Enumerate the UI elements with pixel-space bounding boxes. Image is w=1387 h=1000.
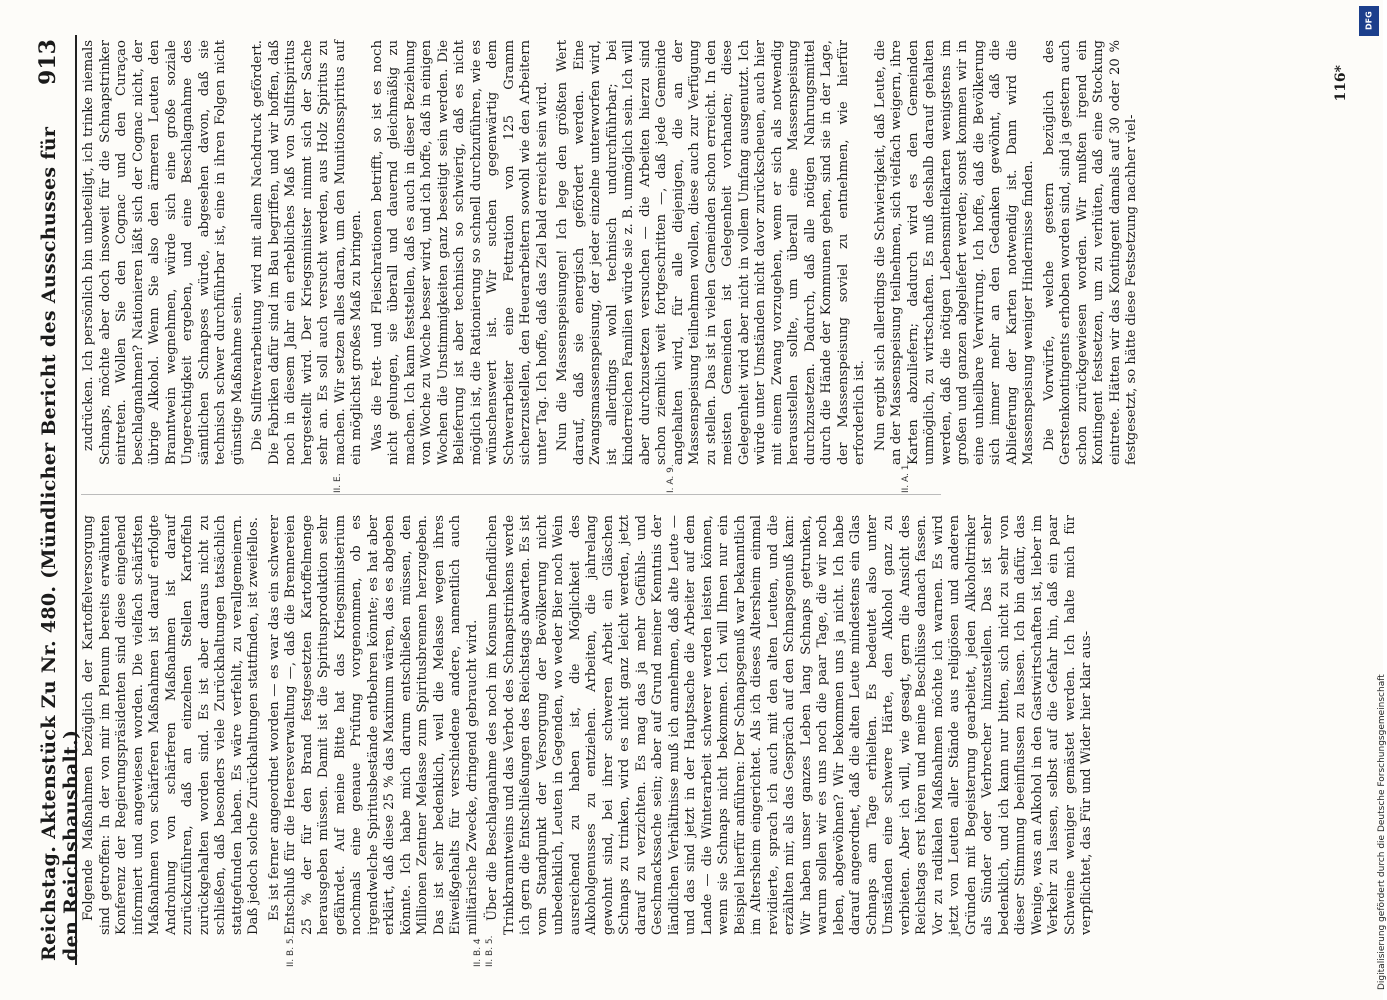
paragraph: Nun ergibt sich allerdings die Schwierigkeit, daß Leute, die an der Massenspeisung teilnehmen, sich vielfach weigern, ihre Karten abzuliefern; dadurch wird es den Gemeinden unmöglich, zu wirtschaften. Es muß deshalb darauf gehalten werden, daß die nötigen Lebensmittelkarten wenigstens im großen und ganzen abgeliefert werden; sonst kommen wir in eine unheilbare Verwirrung. Ich hoffe, daß die Bevölkerung sich immer mehr an den Gedanken gewöhnt, daß die Ablieferung der Karten notwendig ist. Dann wird die Massenspeisung weniger Hindernisse finden. <box>872 40 1036 465</box>
text-columns <box>81 35 1355 965</box>
paragraph: zudrücken. Ich persönlich bin unbeteiligt, ich trinke niemals Schnaps, möchte aber doch insoweit für die Schnapstrinker eintreten. Wollen Sie den Cognac und den Curaçao beschlagnahmen? Nationieren läßt sich der Cognac nicht, der übrige Alkohol. Wenn Sie also den ärmeren Leuten den Branntwein wegnehmen, würde sich eine große soziale Ungerechtigkeit ergeben, und eine Beschlagnahme des sämtlichen Schnapses würde, abgesehen davon, daß sie technisch schwer durchführbar ist, eine in ihren Folgen nicht günstige Maßnahme sein. <box>81 40 245 465</box>
margin-note: II. B. 4 <box>473 938 483 967</box>
page-title: Reichstag. Aktenstück Zu Nr. 480. (Mündlicher Bericht des Ausschusses für den Reichshaushalt.) <box>38 126 82 961</box>
digitization-sidebar <box>1357 0 1387 1000</box>
margin-note: II. B. 5. <box>286 935 296 967</box>
digitization-credit: Digitalisierung gefördert durch die Deutsche Forschungsgemeinschaft <box>1377 674 1387 990</box>
margin-note: II. E. <box>333 473 343 493</box>
dfg-logo: DFG <box>1359 6 1379 36</box>
column-right <box>81 40 1139 465</box>
paragraph: Die Sulfitverarbeitung wird mit allem Nachdruck gefördert. Die Fabriken dafür sind im Bau begriffen, und wir hoffen, daß noch in diesem Jahr ein erhebliches Maß von Sulfitspiritus hergestellt wird. Der Kriegsminister nimmt sich der Sache sehr an. Es soll auch versucht werden, aus Holz Spiritus zu machen. Wir setzen alles daran, um den Munitionsspiritus auf ein möglichst großes Maß zu bringen. <box>250 40 364 465</box>
paragraph: Nun die Massenspeisungen! Ich lege den größten Wert darauf, daß sie energisch gefördert werden. Eine Zwangsmassenspeisung, der jeder einzelne unterworfen wird, ist allerdings wohl technisch undurchführbar; bei kinderreichen Familien würde sie z. B. unmöglich sein. Ich will aber durchzusetzen versuchen — die Arbeiten hierzu sind schon ziemlich weit fortgeschritten —, daß jede Gemeinde angehalten wird, für alle diejenigen, die an der Massenspeisung teilnehmen wollen, diese auch zur Verfügung zu stellen. Das ist in vielen Gemeinden schon erreicht. In den meisten Gemeinden ist Gelegenheit vorhanden; diese Gelegenheit wird aber nicht in vollem Umfang ausgenutzt. Ich würde unter Umständen nicht davor zurückscheuen, auch hier mit einem Zwang vorzugehen, wenn er sich als notwendig herausstellen sollte, um überall eine Massenspeisung durchzusetzen. Dadurch, daß alle nötigen Nahrungsmittel durch die Hände der Kommunen gehen, sind sie in der Lage, der Massenspeisung soviel zu entnehmen, wie hierfür erforderlich ist. <box>555 40 867 465</box>
margin-note: II. B. 5. <box>485 935 495 967</box>
paragraph: Folgende Maßnahmen bezüglich der Kartoffelversorgung sind getroffen: In der von mir im Plenum bereits erwähnten Konferenz der Regierungspräsidenten sind diese eingehend informiert und angewiesen worden. Die vielfach schärfsten Maßnahmen von schärferen Maßnahmen ist darauf erfolgte Androhung von schärferen Maßnahmen ist darauf zurückzuführen, daß an einzelnen Stellen Kartoffeln zurückgehalten worden sind. Es ist aber daraus nicht zu schließen, daß besonders viele Zurückhaltungen tatsächlich stattgefunden haben. Es wäre verfehlt, zu verallgemeinern. Daß jedoch solche Zurückhaltungen stattfinden, ist zweifellos. <box>81 515 261 935</box>
paragraph: Was die Fett- und Fleischrationen betrifft, so ist es noch nicht gelungen, sie überall und dauernd gleichmäßig zu machen. Ich kann feststellen, daß es auch in dieser Beziehung von Woche zu Woche besser wird, und ich hoffe, daß in einigen Wochen die Unstimmigkeiten ganz beseitigt sein werden. Die Belieferung ist aber technisch so schwierig, daß es nicht möglich ist, die Rationierung so schnell durchzuführen, wie es wünschenswert ist. Wir suchen gegenwärtig dem Schwerarbeiter eine Fettration von 125 Gramm sicherzustellen, den Heuerarbeitern sowohl wie den Arbeitern unter Tag. Ich hoffe, daß das Ziel bald erreicht sein wird. <box>369 40 550 465</box>
signature-mark: 116* <box>1333 65 1349 102</box>
page-header <box>35 35 82 965</box>
page-number: 913 <box>35 39 61 85</box>
paragraph: Die Vorwürfe, welche gestern bezüglich des Gerstenkontingents erhoben worden sind, sind ja gestern auch schon zurückgewiesen worden. Wir mußten irgend ein Kontingent festsetzen, um zu verhüten, daß eine Stockung eintrete. Hätten wir das Kontingent damals auf 30 oder 20 % festgesetzt, so hätte diese Festsetzung nachher viel- <box>1041 40 1139 465</box>
margin-note: II. A. 1 <box>901 464 911 493</box>
margin-note: I. A. 9. <box>666 464 676 493</box>
column-divider <box>81 494 941 495</box>
column-left <box>81 515 1094 935</box>
paragraph: Über die Beschlagnahme des noch im Konsum befindlichen Trinkbranntweins und das Verbot des Schnapstrinkens werde ich gern die Entschließungen des Reichstags abwarten. Es ist vom Standpunkt der Versorgung der Bevölkerung nicht unbedenklich, Leuten in Gegenden, wo weder Bier noch Wein ausreichend zu haben ist, die Möglichkeit des Alkoholgenusses zu entziehen. Arbeiten, die jahrelang gewohnt sind, bei ihrer schweren Arbeit ein Gläschen Schnaps zu trinken, wird es nicht ganz leicht werden, jetzt darauf zu verzichten. Es mag das ja mehr Gefühls- und Geschmackssache sein; aber auf Grund meiner Kenntnis der ländlichen Verhältnisse muß ich annehmen, daß alte Leute — und das sind jetzt in der Hauptsache die Arbeiter auf dem Lande — die Winterarbeit schwerer werden leisten können, wenn sie Schnaps nicht bekommen. Ich will Ihnen nur ein Beispiel hierfür anführen: Der Schnapsgenuß war bekanntlich im Altersheim eingerichtet. Als ich dieses Altersheim einmal revidierte, sprach ich auch mit den alten Leuten, und die erzählten mir, als das Gespräch auf den Schnapsgenuß kam: Wir haben unser ganzes Leben lang Schnaps getrunken, warum sollen wir es uns noch die paar Tage, die wir noch leben, abgewöhnen? Wir bekommen uns ja nicht. Ich habe darauf angeordnet, daß die alten Leute mindestens ein Glas Schnaps am Tage erhielten. Es bedeutet also unter Umständen eine schwere Härte, den Alkohol ganz zu verbieten. Aber ich will, wie gesagt, gern die Ansicht des Reichstags erst hören und meine Beschlüsse danach fassen. Vor zu radikalen Maßnahmen möchte ich warnen. Es wird jetzt von Leuten aller Stände aus religiösen und anderen Gründen mit Begeisterung gearbeitet, jeden Alkoholtrinker als Sünder oder Verbrecher hinzustellen. Das ist sehr bedenklich, und ich kann nur bitten, sich nicht zu sehr von dieser Stimmung beeinflussen zu lassen. Ich bin dafür, das Wenige, was an Alkohol in den Gastwirtschaften ist, lieber im Verkehr zu lassen, selbst auf die Gefahr hin, daß ein paar Schweine weniger gemästet werden. Ich halte mich für verpflichtet, das Für und Wider hier klar aus- <box>485 515 1094 935</box>
rotated-page-content <box>35 35 1355 965</box>
paragraph: Es ist ferner angeordnet worden — es war das ein schwerer Entschluß für die Heeresverwaltung —, daß die Brennereien 25 % der für den Brand festgesetzten Kartoffelmenge herausgeben müssen. Damit ist die Spiritusproduktion sehr gefährdet. Auf meine Bitte hat das Kriegsministerium nochmals eine genaue Prüfung vorgenommen, ob es irgendwelche Spiritusbestände entbehren könnte; es hat aber erklärt, daß diese 25 % das Maximum wären, das es abgeben könnte. Ich habe mich darum entschließen müssen, den Millionen Zentner Melasse zum Spiritusbrennen herzugeben. Das ist sehr bedenklich, weil die Melasse wegen ihres Eiweißgehalts für verschiedene andere, namentlich auch militärische Zwecke, dringend gebraucht wird. <box>266 515 480 935</box>
